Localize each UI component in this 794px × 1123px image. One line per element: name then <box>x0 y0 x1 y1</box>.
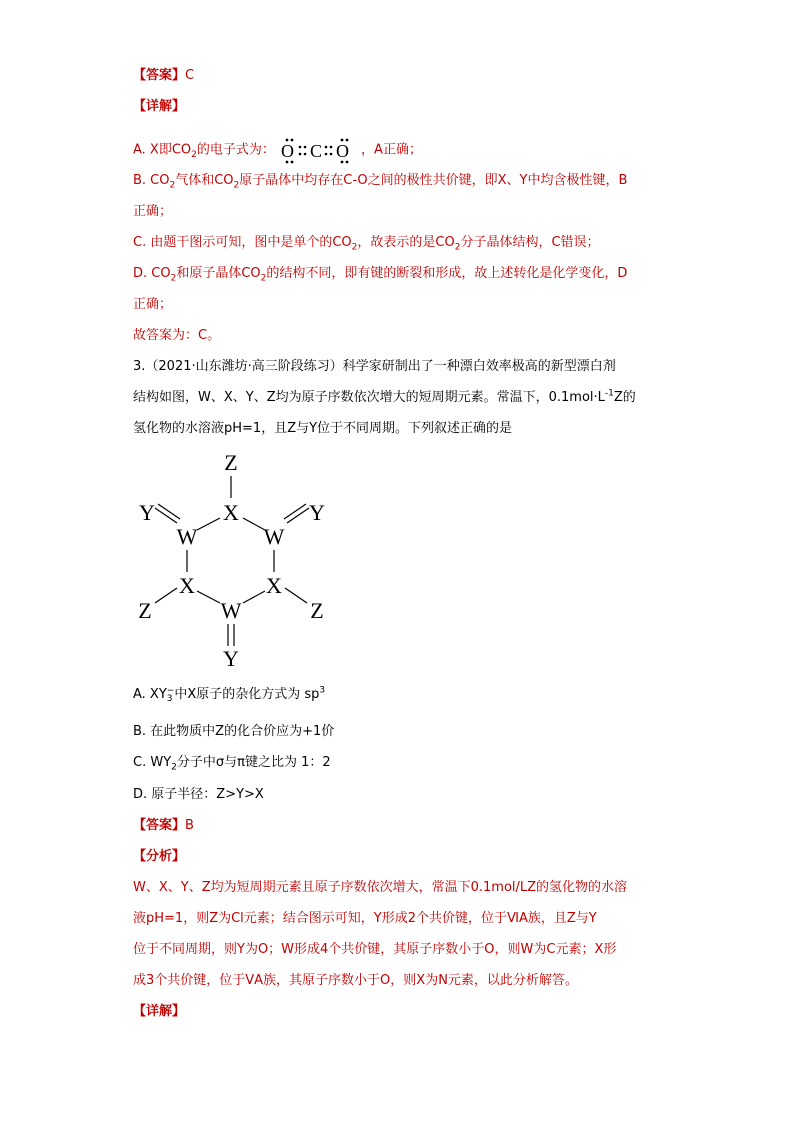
answer-label: 【答案】 <box>133 68 186 83</box>
option-d-explanation-cont: 正确； <box>133 297 173 312</box>
atom-lower-left-x: X <box>179 573 195 598</box>
atom-top-x: X <box>223 500 239 525</box>
molecular-structure-diagram <box>125 448 345 676</box>
bond-double-right-1 <box>287 508 309 523</box>
option-a: A. XY − 3 中X原子的杂化方式为 $sp^3$ <box>133 685 326 704</box>
question-3-line3: 氢化物的水溶液pH=1，且Z与Y位于不同周期。下列叙述正确的是 <box>133 421 513 436</box>
atom-bottom-y: Y <box>223 646 239 671</box>
analysis-line1: W、X、Y、Z均为短周期元素且原子序数依次增大，常温下0.1mol/LZ的氢化物的水溶 <box>133 880 628 895</box>
bond-x-w-lower-left <box>197 591 220 603</box>
bond-x-z-right <box>285 588 307 603</box>
option-b-explanation: B. $CO_2$气体和$CO_2$原子晶体中均存在C-O之间的极性共价键，即X、Y中均含极性键，B <box>133 173 628 191</box>
bond-double-left-2 <box>158 504 180 519</box>
option-a-explanation: A. X即$CO_2$的电子式为： O C O ，A正确； <box>133 135 422 165</box>
charge-subscript: − 3 <box>166 685 175 704</box>
atom-upper-right-w: W <box>263 524 285 549</box>
analysis-label: 【分析】 <box>133 849 186 864</box>
option-c: C. $WY_2$分子中σ与π键之比为 1：2 <box>133 755 331 773</box>
option-b-explanation-cont: 正确； <box>133 204 173 219</box>
electron-dot-diagram <box>279 135 361 165</box>
option-b: B. 在此物质中Z的化合价应为+1价 <box>133 724 335 739</box>
analysis-line4: 成3个共价键，位于ⅤA族，其原子序数小于O，则X为N元素，以此分析解答。 <box>133 973 578 988</box>
bond-double-left-1 <box>155 508 177 523</box>
answer-3-value: B <box>185 818 194 833</box>
atom-lower-right-x: X <box>266 573 282 598</box>
option-d: D. 原子半径：Z>Y>X <box>133 787 264 802</box>
atom-right-z: Z <box>310 598 324 623</box>
co2-electron-formula <box>279 135 361 165</box>
option-d-explanation: D. $CO_2$和原子晶体$CO_2$的结构不同，即有键的断裂和形成，故上述转化是化学变化，D <box>133 266 628 284</box>
atom-right-y: Y <box>309 500 325 525</box>
option-c-explanation: C. 由题干图示可知，图中是单个的$CO_2$，故表示的是$CO_2$分子晶体结构，C错误； <box>133 235 600 253</box>
atom-left-z: Z <box>138 598 152 623</box>
question-3-line1: 3.（2021·山东潍坊·高三阶段练习）科学家研制出了一种漂白效率极高的新型漂白剂 <box>133 359 616 374</box>
atom-bottom-w: W <box>220 598 242 623</box>
answer-3-label: 【答案】 <box>133 818 186 833</box>
bond-x-w-upper-right <box>243 518 265 530</box>
oxygen-left: O <box>281 141 295 161</box>
bond-x-z-left <box>155 588 177 603</box>
analysis-line3: 位于不同周期，则Y为O；W形成4个共价键，其原子序数小于O，则W为C元素；X形 <box>133 942 617 957</box>
answer-value: C <box>185 68 195 83</box>
bond-x-w-lower-right <box>243 591 265 603</box>
detail-3-label: 【详解】 <box>133 1004 186 1019</box>
atom-top-z: Z <box>224 450 238 475</box>
analysis-line2: 液pH=1，则Z为Cl元素；结合图示可知，Y形成2个共价键，位于ⅥA族，且Z与Y <box>133 911 597 926</box>
carbon: C <box>310 141 323 161</box>
conclusion: 故答案为：C。 <box>133 328 221 343</box>
answer-line <box>133 67 194 85</box>
question-3-line2: 结构如图，W、X、Y、Z均为原子序数依次增大的短周期元素。常温下，$0.1mol\cdot L^{-1}Z$的 <box>133 388 636 405</box>
atom-left-y: Y <box>139 500 155 525</box>
answer-3-line <box>133 817 194 835</box>
bond-double-right-2 <box>284 504 306 519</box>
atom-upper-left-w: W <box>176 524 198 549</box>
bond-x-w-upper-left <box>197 518 220 530</box>
oxygen-right: O <box>336 141 350 161</box>
detail-label: 【详解】 <box>133 99 186 114</box>
